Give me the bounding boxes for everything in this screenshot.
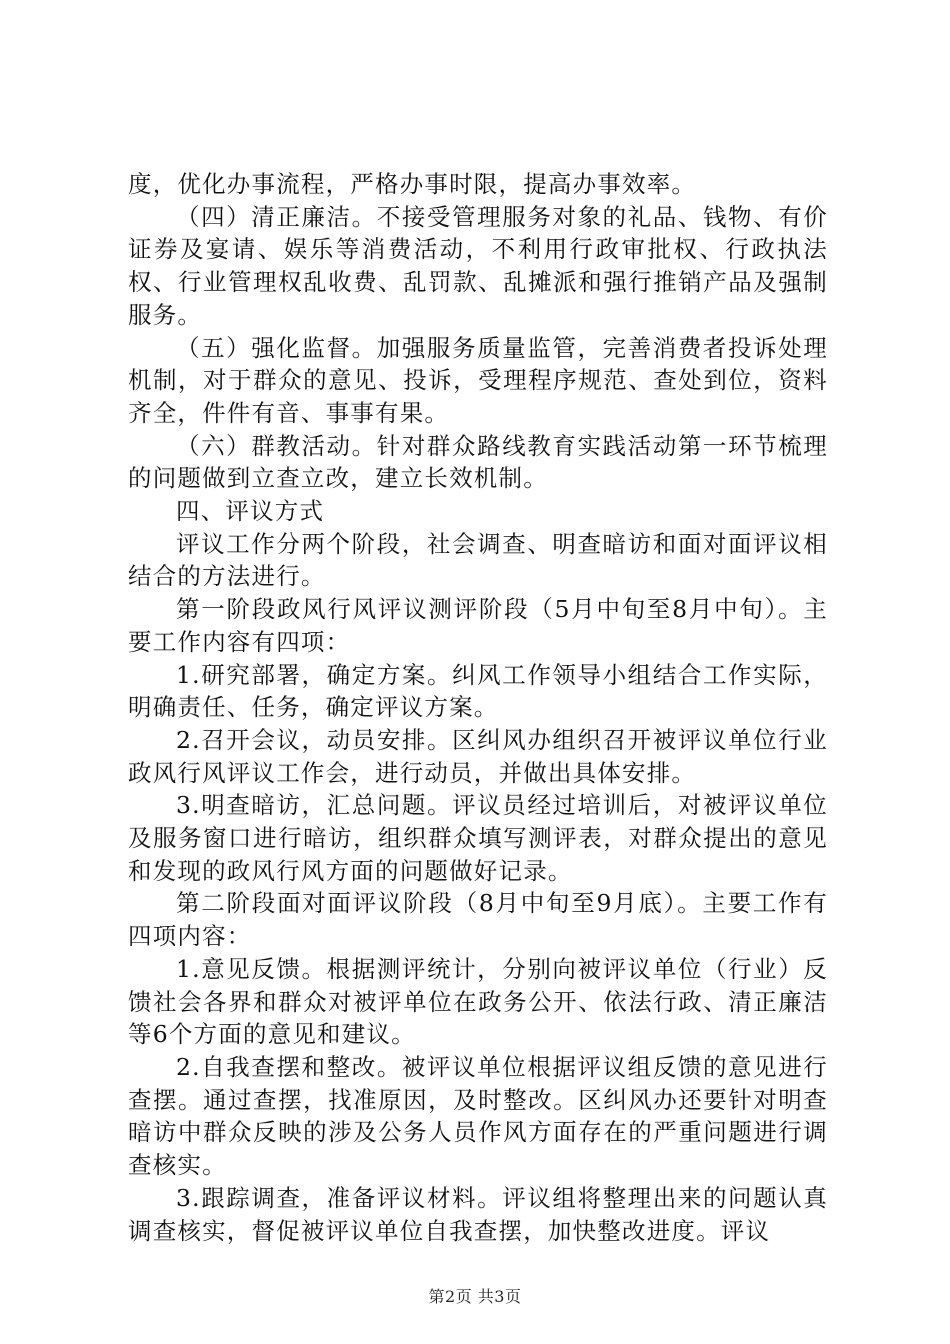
paragraph: （六）群教活动。针对群众路线教育实践活动第一环节梳理的问题做到立查立改，建立长效机制。: [128, 431, 828, 493]
paragraph: （五）强化监督。加强服务质量监管，完善消费者投诉处理机制，对于群众的意见、投诉，受理程序规范、查处到位，资料齐全，件件有音、事事有果。: [128, 333, 828, 427]
paragraph: 2.自我查摆和整改。被评议单位根据评议组反馈的意见进行查摆。通过查摆，找准原因，及时整改。区纠风办还要针对明查暗访中群众反映的涉及公务人员作风方面存在的严重问题进行调查核实。: [128, 1052, 828, 1180]
paragraph: 1.研究部署，确定方案。纠风工作领导小组结合工作实际，明确责任、任务，确定评议方案。: [128, 660, 828, 722]
paragraph: 第二阶段面对面评议阶段（8月中旬至9月底）。主要工作有四项内容：: [128, 889, 828, 951]
page-number-footer: 第2页 共3页: [428, 1287, 522, 1306]
paragraph: （四）清正廉洁。不接受管理服务对象的礼品、钱物、有价证券及宴请、娱乐等消费活动，不利用行政审批权、行政执法权、行业管理权乱收费、乱罚款、乱摊派和强行推销产品及强制服务。: [128, 202, 828, 329]
paragraph: 度，优化办事流程，严格办事时限，提高办事效率。: [128, 170, 697, 198]
paragraph: 3.跟踪调查，准备评议材料。评议组将整理出来的问题认真调查核实，督促被评议单位自我查摆，加快整改进度。评议: [128, 1183, 828, 1245]
paragraph: 1.意见反馈。根据测评统计，分别向被评议单位（行业）反馈社会各界和群众对被评单位在政务公开、依法行政、清正廉洁等6个方面的意见和建议。: [128, 954, 828, 1049]
paragraph: 2.召开会议，动员安排。区纠风办组织召开被评议单位行业政风行风评议工作会，进行动员，并做出具体安排。: [128, 725, 828, 787]
paragraph: 第一阶段政风行风评议测评阶段（5月中旬至8月中旬）。主要工作内容有四项：: [128, 595, 828, 656]
paragraph: 3.明查暗访，汇总问题。评议员经过培训后，对被评议单位及服务窗口进行暗访，组织群众填写测评表，对群众提出的意见和发现的政风行风方面的问题做好记录。: [128, 791, 828, 885]
document-body: [128, 168, 828, 1247]
paragraph: 评议工作分两个阶段，社会调查、明查暗访和面对面评议相结合的方法进行。: [128, 529, 828, 591]
section-heading: 四、评议方式: [176, 497, 325, 526]
